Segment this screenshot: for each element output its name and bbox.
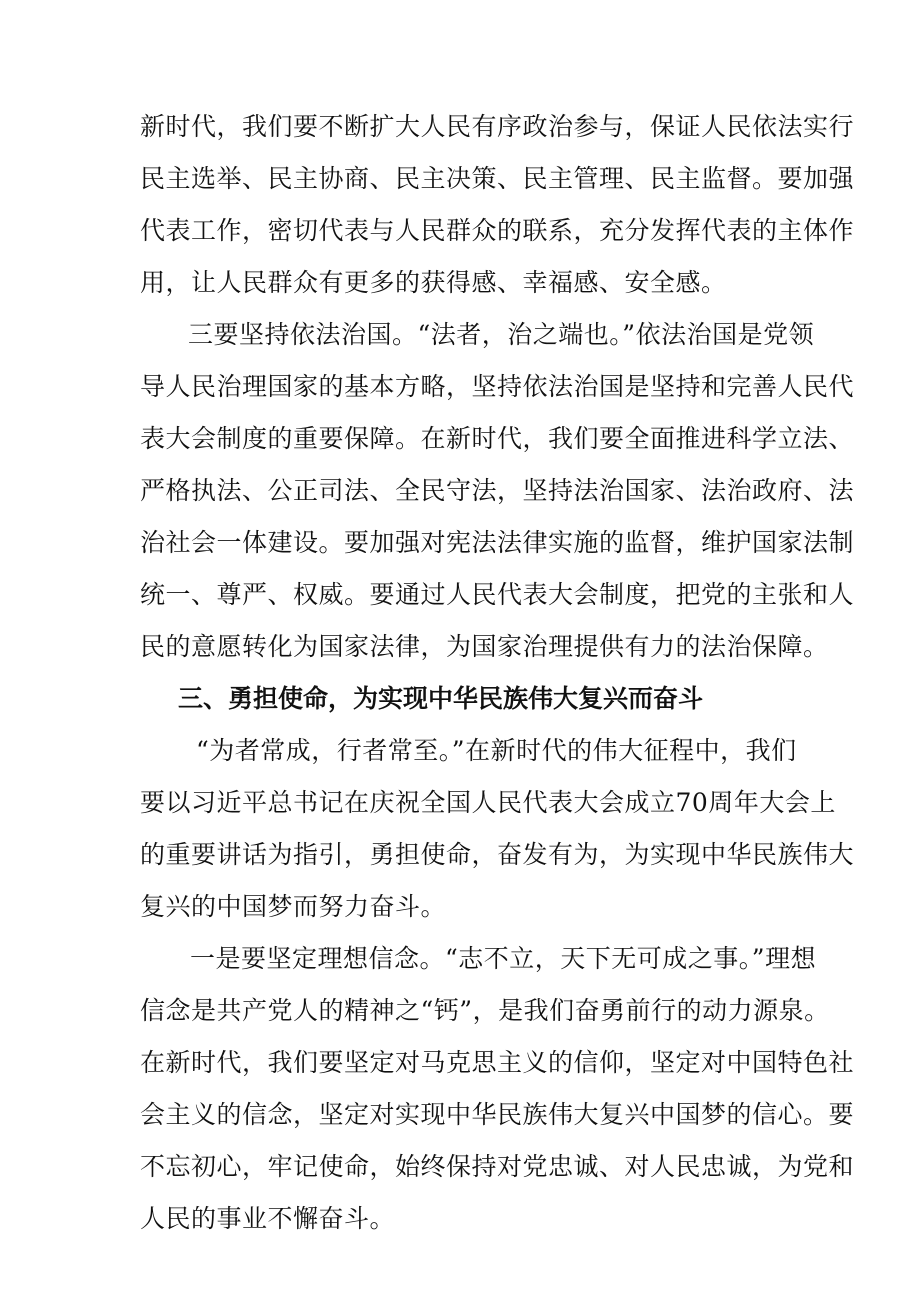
text-line: 民的意愿转化为国家法律，为国家治理提供有力的法治保障。 [140, 632, 829, 661]
section-heading: 三、勇担使命，为实现中华民族伟大复兴而奋斗 [178, 684, 704, 713]
document-body [140, 101, 855, 1245]
text-line: “为者常成，行者常至。”在新时代的伟大征程中，我们 [196, 736, 797, 765]
text-line: 统一、尊严、权威。要通过人民代表大会制度，把党的主张和人 [140, 580, 855, 609]
text-line: 表大会制度的重要保障。在新时代，我们要全面推进科学立法、 [140, 424, 855, 453]
text-line: 会主义的信念，坚定对实现中华民族伟大复兴中国梦的信心。要 [140, 1100, 855, 1129]
text-line: 要以习近平总书记在庆祝全国人民代表大会成立70周年大会上 [140, 788, 836, 817]
text-line: 新时代，我们要不断扩大人民有序政治参与，保证人民依法实行 [140, 112, 855, 141]
text-line: 人民的事业不懈奋斗。 [140, 1204, 396, 1233]
text-line: 的重要讲话为指引，勇担使命，奋发有为，为实现中华民族伟大 [140, 840, 855, 869]
text-line: 三要坚持依法治国。“法者，治之端也。”依法治国是党领 [188, 320, 815, 349]
text-line: 治社会一体建设。要加强对宪法法律实施的监督，维护国家法制 [140, 528, 855, 557]
text-line: 信念是共产党人的精神之“钙”，是我们奋勇前行的动力源泉。 [140, 996, 830, 1025]
text-line: 一是要坚定理想信念。“志不立，天下无可成之事。”理想 [190, 944, 817, 973]
text-line: 复兴的中国梦而努力奋斗。 [140, 892, 447, 921]
text-line: 代表工作，密切代表与人民群众的联系，充分发挥代表的主体作 [140, 216, 855, 245]
text-line: 严格执法、公正司法、全民守法，坚持法治国家、法治政府、法 [140, 476, 855, 505]
text-line: 在新时代，我们要坚定对马克思主义的信仰，坚定对中国特色社 [140, 1048, 855, 1077]
text-line: 不忘初心，牢记使命，始终保持对党忠诚、对人民忠诚，为党和 [140, 1152, 855, 1181]
text-line: 民主选举、民主协商、民主决策、民主管理、民主监督。要加强 [140, 164, 855, 193]
text-line: 导人民治理国家的基本方略，坚持依法治国是坚持和完善人民代 [140, 372, 855, 401]
text-line: 用，让人民群众有更多的获得感、幸福感、安全感。 [140, 268, 727, 297]
